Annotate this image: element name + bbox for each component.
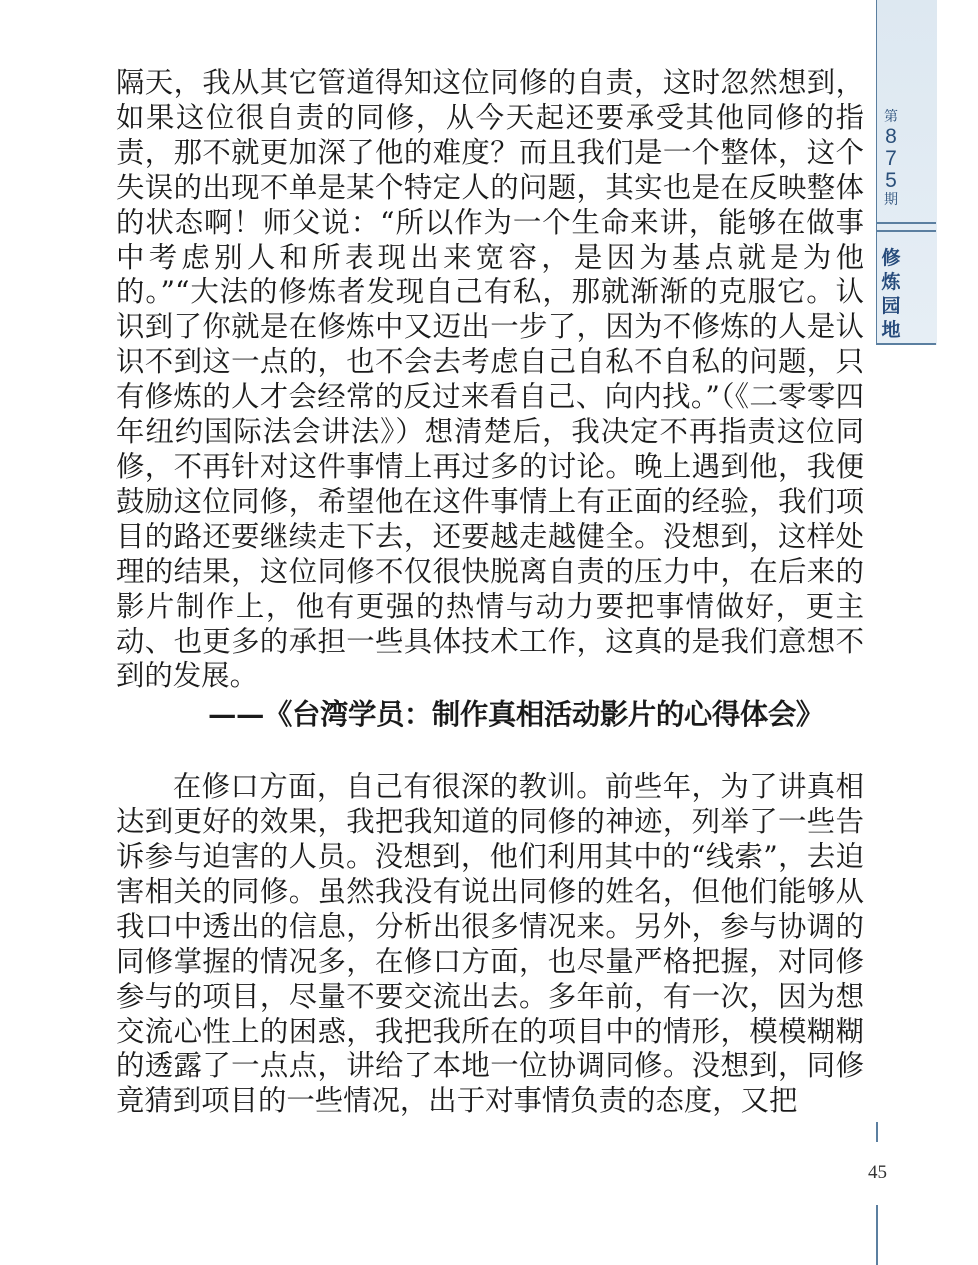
issue-number-label [876, 108, 906, 209]
section-char: 炼 [881, 271, 901, 293]
issue-digit: 7 [885, 147, 897, 170]
article-body [116, 66, 864, 1119]
section-char: 园 [881, 295, 901, 317]
article-source-citation: ——《台湾学员：制作真相活动影片的心得体会》 [208, 697, 824, 732]
sidebar-divider [876, 343, 936, 345]
section-char: 修 [881, 247, 901, 269]
issue-prefix: 第 [884, 109, 898, 125]
sidebar-divider [876, 222, 936, 224]
issue-digit: 5 [885, 169, 897, 192]
section-char: 地 [881, 319, 901, 341]
section-title [876, 246, 906, 342]
page-number: 45 [868, 1162, 887, 1183]
margin-rule [876, 1122, 878, 1142]
issue-digit: 8 [885, 125, 897, 148]
margin-rule [876, 1205, 878, 1265]
article-paragraph: 在修口方面，自己有很深的教训。前些年，为了讲真相达到更好的效果，我把我知道的同修的神迹，列举了一些告诉参与迫害的人员。没想到，他们利用其中的“线索”，去迫害相关的同修。虽然我没有说出同修的姓名，但他们能够从我口中透出的信息，分析出很多情况来。另外，参与协调的同修掌握的情况多，在修口方面，也尽量严格把握，对同修参与的项目，尽量不要交流出去。多年前，有一次，因为想交流心性上的困惑，我把我所在的项目中的情形，模模糊糊的透露了一点点，讲给了本地一位协调同修。没想到，同修竟猜到项目的一些情况，出于对事情负责的态度，又把 [116, 770, 864, 1118]
sidebar-divider [876, 230, 936, 232]
article-paragraph: 隔天，我从其它管道得知这位同修的自责，这时忽然想到，如果这位很自责的同修，从今天起还要承受其他同修的指责，那不就更加深了他的难度？而且我们是一个整体，这个失误的出现不单是某个特定人的问题，其实也是在反映整体的状态啊！师父说：“所以作为一个生命来讲，能够在做事中考虑别人和所表现出来宽容，是因为基点就是为他的。”“大法的修炼者发现自己有私，那就渐渐的克服它。认识到了你就是在修炼中又迈出一步了，因为不修炼的人是认识不到这一点的，也不会去考虑自己自私不自私的问题，只有修炼的人才会经常的反过来看自己、向内找。”（《二零零四年纽约国际法会讲法》）想清楚后，我决定不再指责这位同修，不再针对这件事情上再过多的讨论。晚上遇到他，我便鼓励这位同修，希望他在这件事情上有正面的经验，我们项目的路还要继续走下去，还要越走越健全。没想到，这样处理的结果，这位同修不仅很快脱离自责的压力中，在后来的影片制作上，他有更强的热情与动力要把事情做好，更主动、也更多的承担一些具体技术工作，这真的是我们意想不到的发展。 [116, 66, 864, 693]
paragraph-spacer [116, 732, 864, 770]
issue-suffix: 期 [884, 192, 898, 208]
